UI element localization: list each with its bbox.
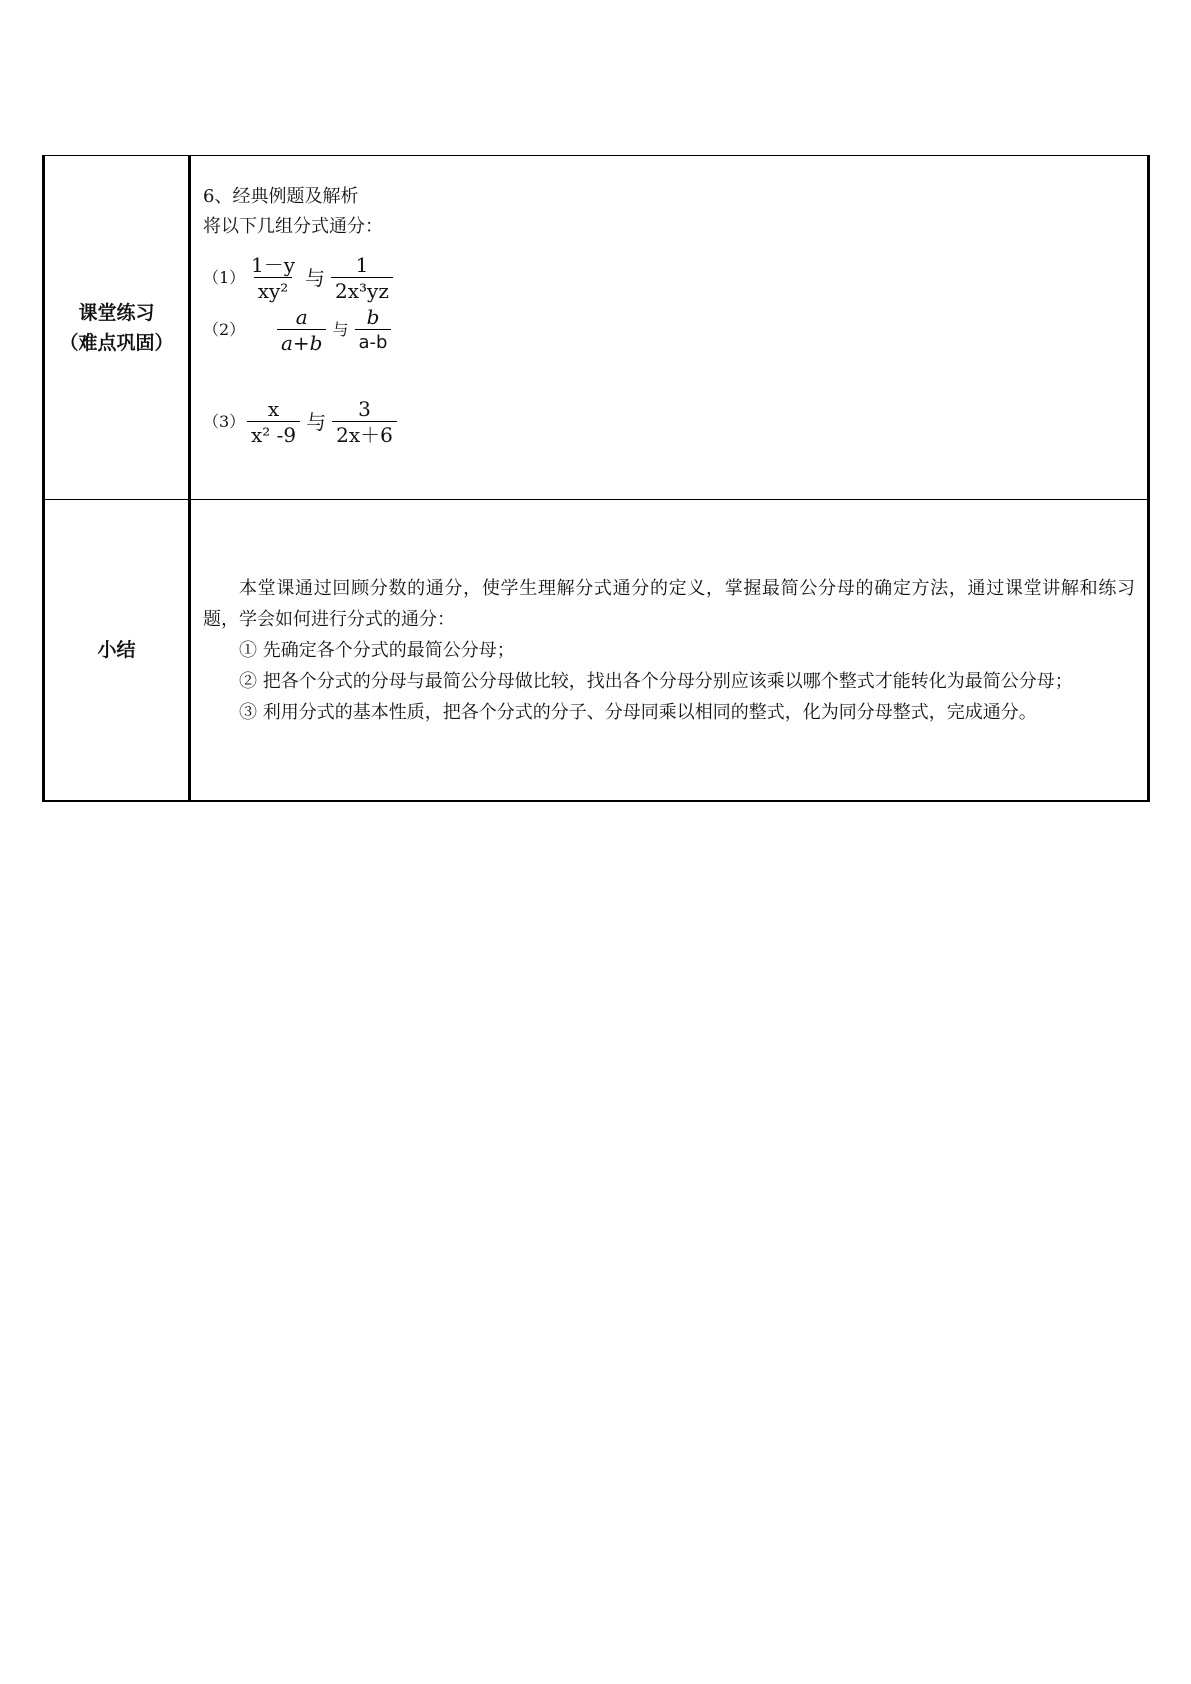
problem-1-fraction-1: [247, 253, 299, 304]
exercise-label-title: 课堂练习: [78, 301, 155, 324]
exercise-instruction: 将以下几组分式通分：: [203, 216, 383, 237]
problem-3: [203, 396, 1147, 448]
exercise-label-subtitle: （难点巩固）: [59, 331, 174, 354]
summary-label: 小结: [97, 639, 136, 661]
exercise-label-cell: [44, 156, 190, 500]
fraction-denominator: a-b: [355, 329, 392, 356]
problem-3-connector: 与: [306, 410, 327, 434]
exercise-row: [44, 156, 1149, 500]
fraction-numerator: 3: [358, 396, 371, 421]
fraction-numerator: a: [295, 304, 308, 329]
fraction-numerator: 1: [355, 252, 369, 277]
summary-label-cell: [44, 500, 190, 802]
fraction-numerator: b: [366, 304, 380, 329]
lesson-table: [42, 155, 1150, 802]
exercise-content-cell: [190, 156, 1149, 500]
summary-step-1: ① 先确定各个分式的最简公分母；: [239, 639, 515, 661]
fraction-denominator: xy²: [254, 277, 293, 304]
summary-content-cell: [190, 500, 1149, 802]
problem-1-fraction-2: [331, 253, 393, 304]
exercise-heading: 6、经典例题及解析: [203, 186, 359, 207]
problem-1: [203, 252, 1147, 304]
summary-row: [44, 500, 1149, 802]
summary-paragraph: 本堂课通过回顾分数的通分，使学生理解分式通分的定义，掌握最简公分母的确定方法，通过课堂讲解和练习题，学会如何进行分式的通分：: [203, 577, 1135, 630]
problem-2: [203, 304, 1147, 356]
problem-2-fraction-1: [277, 305, 326, 356]
fraction-denominator: x² -9: [247, 421, 300, 448]
problem-1-connector: 与: [305, 266, 326, 290]
fraction-numerator: 1－y: [251, 252, 296, 277]
problem-2-label: （2）: [203, 320, 246, 339]
summary-step-3: ③ 利用分式的基本性质，把各个分式的分子、分母同乘以相同的整式，化为同分母整式，完成通分。: [239, 701, 1037, 723]
problem-3-label: （3）: [203, 412, 246, 431]
fraction-denominator: a+b: [277, 329, 326, 356]
fraction-denominator: 2x＋6: [332, 421, 397, 448]
problem-1-label: （1）: [203, 268, 246, 287]
problem-3-fraction-2: [332, 397, 397, 448]
fraction-numerator: x: [267, 396, 280, 421]
problem-2-connector: 与: [332, 320, 349, 339]
problem-3-fraction-1: [247, 397, 300, 448]
fraction-denominator: 2x³yz: [331, 277, 393, 304]
summary-step-2: ② 把各个分式的分母与最简公分母做比较，找出各个分母分别应该乘以哪个整式才能转化为最简公分母；: [239, 670, 1073, 692]
problem-2-fraction-2: [355, 305, 392, 356]
